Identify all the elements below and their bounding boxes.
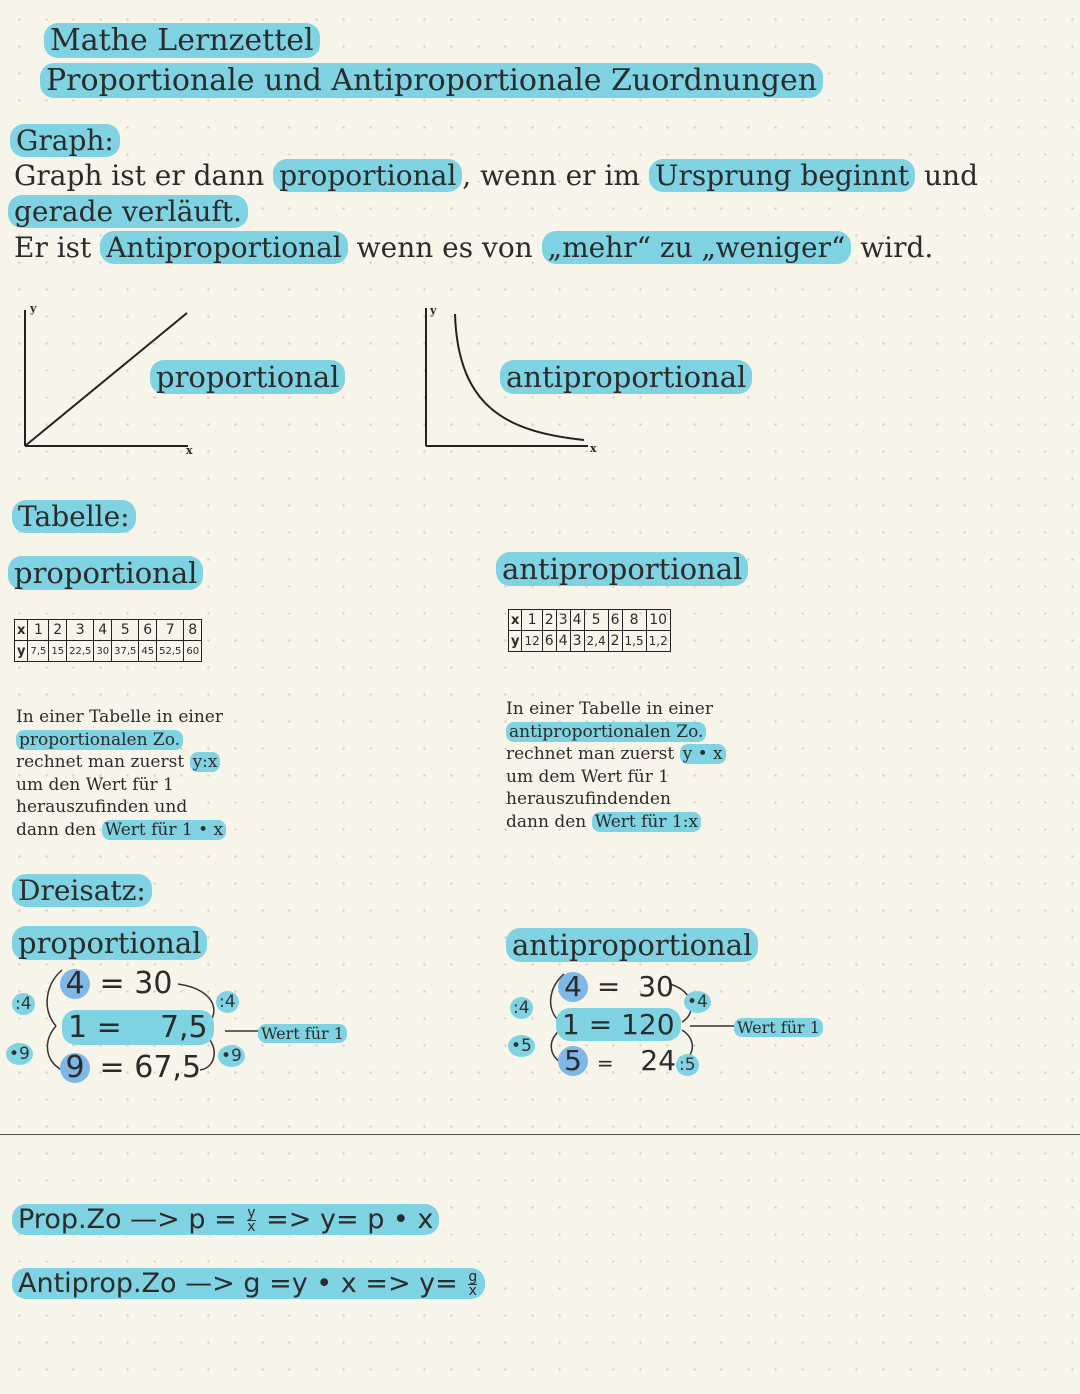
dreisatz-prop-row-1: 4 = 30 bbox=[60, 966, 172, 1001]
dreisatz-anti-row-1: 4 = 30 bbox=[558, 970, 674, 1003]
graph2-y-label: y bbox=[430, 304, 437, 317]
table-cell: 22,5 bbox=[67, 641, 94, 662]
antiproportional-value-table bbox=[508, 609, 671, 652]
table-cell: 6 bbox=[542, 631, 556, 652]
dreisatz-anti-label: antiproportional bbox=[506, 928, 758, 962]
graph1-label: proportional bbox=[150, 360, 345, 394]
table-cell: 30 bbox=[94, 641, 112, 662]
table-cell: x bbox=[15, 620, 28, 641]
table-cell: 10 bbox=[646, 610, 670, 631]
dreisatz-prop-label: proportional bbox=[12, 926, 207, 960]
table-cell: 12 bbox=[522, 631, 542, 652]
graph1-y-label: y bbox=[30, 302, 37, 315]
dreisatz-anti-op-right-1: •4 bbox=[684, 992, 711, 1012]
table-row bbox=[15, 641, 202, 662]
table-cell: 3 bbox=[570, 631, 584, 652]
table-row bbox=[509, 610, 671, 631]
page-title: Mathe Lernzettel bbox=[44, 22, 320, 60]
table-cell: 3 bbox=[67, 620, 94, 641]
table-prop-note: In einer Tabelle in einer proportionalen Zo. rechnet man zuerst y:x um den Wert für 1 herauszufinden und dann den Wert für 1 • x bbox=[16, 706, 226, 841]
anti-formula: Antiprop.Zo —> g =y • x => y= $\frac{g}{x}$ bbox=[12, 1268, 485, 1299]
table-cell: 52,5 bbox=[157, 641, 184, 662]
anti-fraction: $\frac{g}{x}$ bbox=[468, 1269, 478, 1299]
dreisatz-prop-op-right-1: :4 bbox=[216, 992, 239, 1012]
table-cell: 60 bbox=[184, 641, 202, 662]
table-cell: 4 bbox=[570, 610, 584, 631]
proportional-value-table bbox=[14, 619, 202, 662]
dreisatz-prop-wert-label: Wert für 1 bbox=[258, 1024, 347, 1043]
table-cell: 37,5 bbox=[112, 641, 139, 662]
table-cell: 8 bbox=[184, 620, 202, 641]
table-heading: Tabelle: bbox=[12, 500, 136, 534]
table-cell: 7 bbox=[157, 620, 184, 641]
prop-formula: Prop.Zo —> p = $\frac{y}{x}$ => y= p • x bbox=[12, 1204, 439, 1235]
dreisatz-anti-row-2: 1 = 120 bbox=[556, 1008, 681, 1041]
graph-text-line-2: gerade verläuft. bbox=[8, 194, 248, 230]
graph-text-line-1: Graph ist er dann proportional , wenn er im Ursprung beginnt und bbox=[14, 159, 979, 192]
table-cell: 6 bbox=[608, 610, 622, 631]
table-cell: 15 bbox=[49, 641, 67, 662]
table-prop-label: proportional bbox=[8, 556, 203, 590]
prop-fraction: $\frac{y}{x}$ bbox=[247, 1205, 256, 1235]
dreisatz-anti-op-left-2: •5 bbox=[508, 1036, 535, 1056]
graph2-label: antiproportional bbox=[500, 360, 752, 394]
graph1-x-label: x bbox=[186, 444, 193, 457]
table-cell: 8 bbox=[622, 610, 646, 631]
table-anti-note: In einer Tabelle in einer antiproportionalen Zo. rechnet man zuerst y • x um dem Wert für 1 herauszufindenden dann den Wert für 1:x bbox=[506, 698, 726, 833]
table-cell: 1 bbox=[522, 610, 542, 631]
dreisatz-prop-row-2: 1 = 7,5 bbox=[62, 1010, 214, 1045]
page-subtitle: Proportionale und Antiproportionale Zuordnungen bbox=[40, 62, 823, 100]
table-cell: 1 bbox=[28, 620, 49, 641]
dreisatz-anti-wert-label: Wert für 1 bbox=[734, 1018, 823, 1037]
table-cell: x bbox=[509, 610, 522, 631]
table-cell: y bbox=[509, 631, 522, 652]
dreisatz-prop-row-3: 9 = 67,5 bbox=[60, 1050, 201, 1085]
table-cell: y bbox=[15, 641, 28, 662]
table-row bbox=[509, 631, 671, 652]
table-cell: 1,2 bbox=[646, 631, 670, 652]
table-cell: 1,5 bbox=[622, 631, 646, 652]
table-cell: 2 bbox=[49, 620, 67, 641]
graph2-x-label: x bbox=[590, 442, 597, 455]
table-cell: 7,5 bbox=[28, 641, 49, 662]
table-cell: 4 bbox=[556, 631, 570, 652]
dreisatz-heading: Dreisatz: bbox=[12, 874, 152, 908]
table-anti-label: antiproportional bbox=[496, 552, 748, 586]
table-cell: 3 bbox=[556, 610, 570, 631]
graph-heading: Graph: bbox=[10, 124, 120, 158]
graph-text-line-3: Er ist Antiproportional wenn es von „mehr“ zu „weniger“ wird. bbox=[14, 231, 934, 264]
table-cell: 2 bbox=[608, 631, 622, 652]
table-cell: 2,4 bbox=[584, 631, 608, 652]
table-cell: 45 bbox=[139, 641, 157, 662]
table-cell: 6 bbox=[139, 620, 157, 641]
dreisatz-prop-op-left-2: •9 bbox=[6, 1044, 33, 1064]
table-row bbox=[15, 620, 202, 641]
dreisatz-anti-row-3: 5 = 24 :5 bbox=[558, 1044, 699, 1077]
dreisatz-prop-op-right-2: •9 bbox=[218, 1046, 245, 1066]
table-cell: 4 bbox=[94, 620, 112, 641]
table-cell: 5 bbox=[112, 620, 139, 641]
section-divider bbox=[0, 1134, 1080, 1135]
table-cell: 5 bbox=[584, 610, 608, 631]
table-cell: 2 bbox=[542, 610, 556, 631]
dreisatz-prop-op-left-1: :4 bbox=[12, 994, 35, 1014]
dreisatz-anti-op-left-1: :4 bbox=[510, 998, 533, 1018]
